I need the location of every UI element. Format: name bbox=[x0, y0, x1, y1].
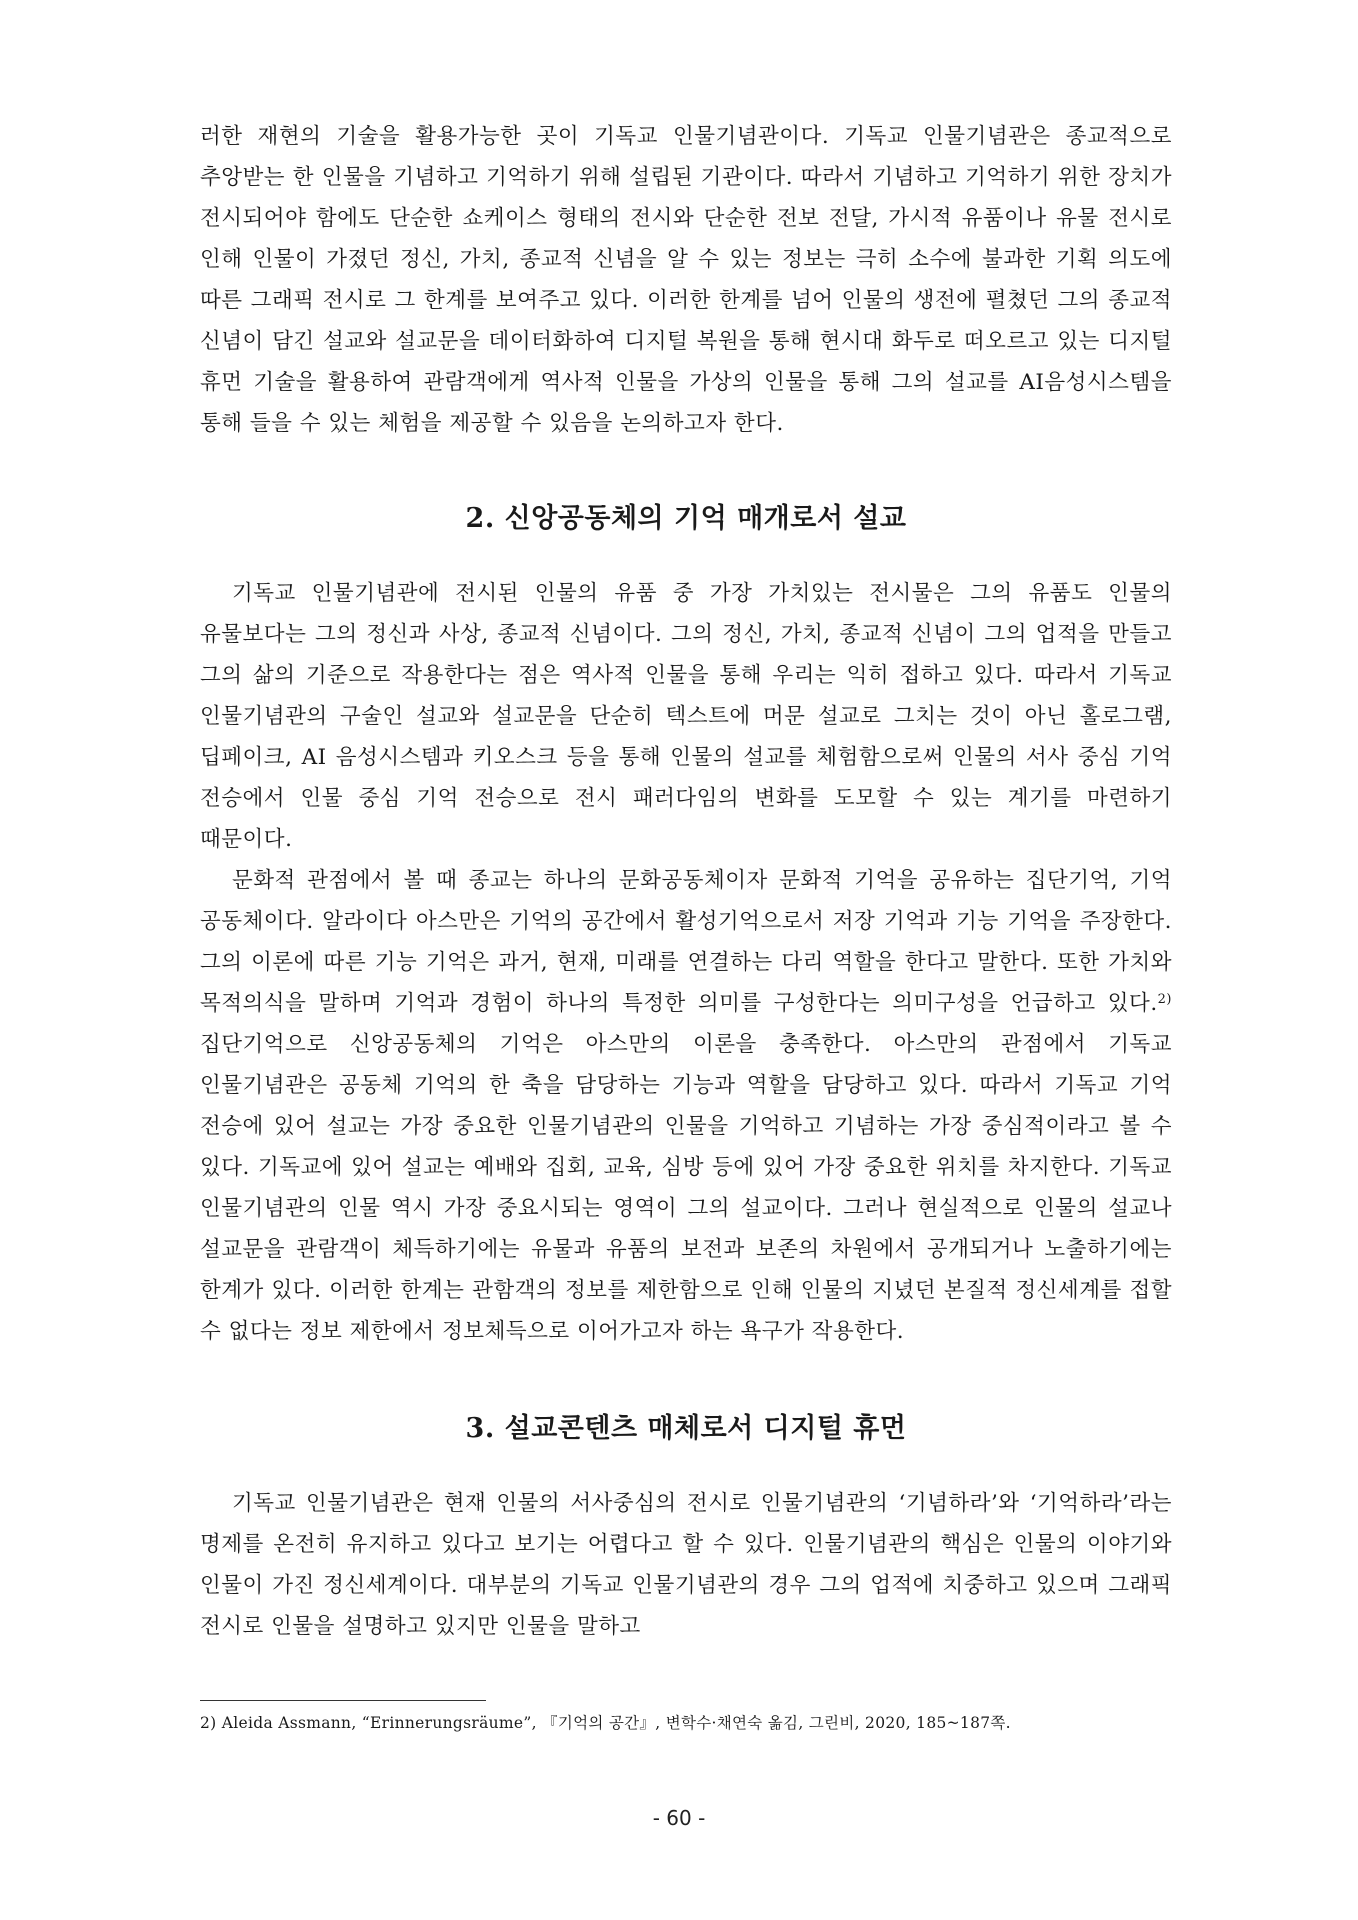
body-paragraph-continued: 러한 재현의 기술을 활용가능한 곳이 기독교 인물기념관이다. 기독교 인물기념관은 종교적으로 추앙받는 한 인물을 기념하고 기억하기 위해 설립된 기관이다. 따라서 기념하고 기억하기 위한 장치가 전시되어야 함에도 단순한 쇼케이스 형태의 전시와 단순한 전보 전달, 가시적 유품이나 유물 전시로 인해 인물이 가졌던 정신, 가치, 종교적 신념을 알 수 있는 정보는 극히 소수에 불과한 기획 의도에 따른 그래픽 전시로 그 한계를 보여주고 있다. 이러한 한계를 넘어 인물의 생전에 펼쳤던 그의 종교적 신념이 담긴 설교와 설교문을 데이터화하여 디지털 복원을 통해 현시대 화두로 떠오르고 있는 디지털 휴먼 기술을 활용하여 관람객에게 역사적 인물을 가상의 인물을 통해 그의 설교를 AI음성시스템을 통해 들을 수 있는 체험을 제공할 수 있음을 논의하고자 한다. bbox=[200, 124, 1172, 436]
body-paragraph: 기독교 인물기념관에 전시된 인물의 유품 중 가장 가치있는 전시물은 그의 유품도 인물의 유물보다는 그의 정신과 사상, 종교적 신념이다. 그의 정신, 가치, 종교적 신념이 그의 업적을 만들고 그의 삶의 기준으로 작용한다는 점은 역사적 인물을 통해 우리는 익히 접하고 있다. 따라서 기독교 인물기념관의 구술인 설교와 설교문을 단순히 텍스트에 머문 설교로 그치는 것이 아닌 홀로그램, 딥페이크, AI 음성시스템과 키오스크 등을 통해 인물의 설교를 체험함으로써 인물의 서사 중심 기억 전승에서 인물 중심 기억 전승으로 전시 패러다임의 변화를 도모할 수 있는 계기를 마련하기 때문이다. bbox=[200, 581, 1172, 852]
footnote: 2) Aleida Assmann, “Erinnerungsräume”, 『기억의 공간』, 변학수·채연숙 옮김, 그린비, 2020, 185~187쪽. bbox=[200, 1714, 1011, 1732]
section-heading-2: 2. 신앙공동체의 기억 매개로서 설교 bbox=[465, 503, 907, 534]
body-paragraph: 기독교 인물기념관은 현재 인물의 서사중심의 전시로 인물기념관의 ‘기념하라’와 ‘기억하라’라는 명제를 온전히 유지하고 있다고 보기는 어렵다고 할 수 있다. 인물기념관의 핵심은 인물의 이야기와 인물이 가진 정신세계이다. 대부분의 기독교 인물기념관의 경우 그의 업적에 치중하고 있으며 그래픽 전시로 인물을 설명하고 있지만 인물을 말하고 bbox=[200, 1491, 1172, 1639]
footnote-divider bbox=[200, 1700, 486, 1701]
page-body bbox=[200, 116, 1172, 1647]
footnote-reference[interactable]: 2) bbox=[1157, 992, 1172, 1007]
body-text: 문화적 관점에서 볼 때 종교는 하나의 문화공동체이자 문화적 기억을 공유하는 집단기억, 기억 공동체이다. 알라이다 아스만은 기억의 공간에서 활성기억으로서 저장 기억과 기능 기억을 주장한다. 그의 이론에 따른 기능 기억은 과거, 현재, 미래를 연결하는 다리 역할을 한다고 말한다. 또한 가치와 목적의식을 말하며 기억과 경험이 하나의 특정한 의미를 구성한다는 의미구성을 언급하고 있다. bbox=[200, 868, 1172, 1016]
body-text: 집단기억으로 신앙공동체의 기억은 아스만의 이론을 충족한다. 아스만의 관점에서 기독교 인물기념관은 공동체 기억의 한 축을 담당하는 기능과 역할을 담당하고 있다. 따라서 기독교 기억 전승에 있어 설교는 가장 중요한 인물기념관의 인물을 기억하고 기념하는 가장 중심적이라고 볼 수 있다. 기독교에 있어 설교는 예배와 집회, 교육, 심방 등에 있어 가장 중요한 위치를 차지한다. 기독교 인물기념관의 인물 역시 가장 중요시되는 영역이 그의 설교이다. 그러나 현실적으로 인물의 설교나 설교문을 관람객이 체득하기에는 유물과 유품의 보전과 보존의 차원에서 공개되거나 노출하기에는 한계가 있다. 이러한 한계는 관함객의 정보를 제한함으로 인해 인물의 지녔던 본질적 정신세계를 접할 수 없다는 정보 제한에서 정보체득으로 이어가고자 하는 욕구가 작용한다. bbox=[200, 1032, 1172, 1344]
body-paragraph bbox=[200, 860, 1172, 1352]
section-heading-3: 3. 설교콘텐츠 매체로서 디지털 휴먼 bbox=[465, 1413, 907, 1444]
page-number: - 60 - bbox=[652, 1806, 706, 1830]
